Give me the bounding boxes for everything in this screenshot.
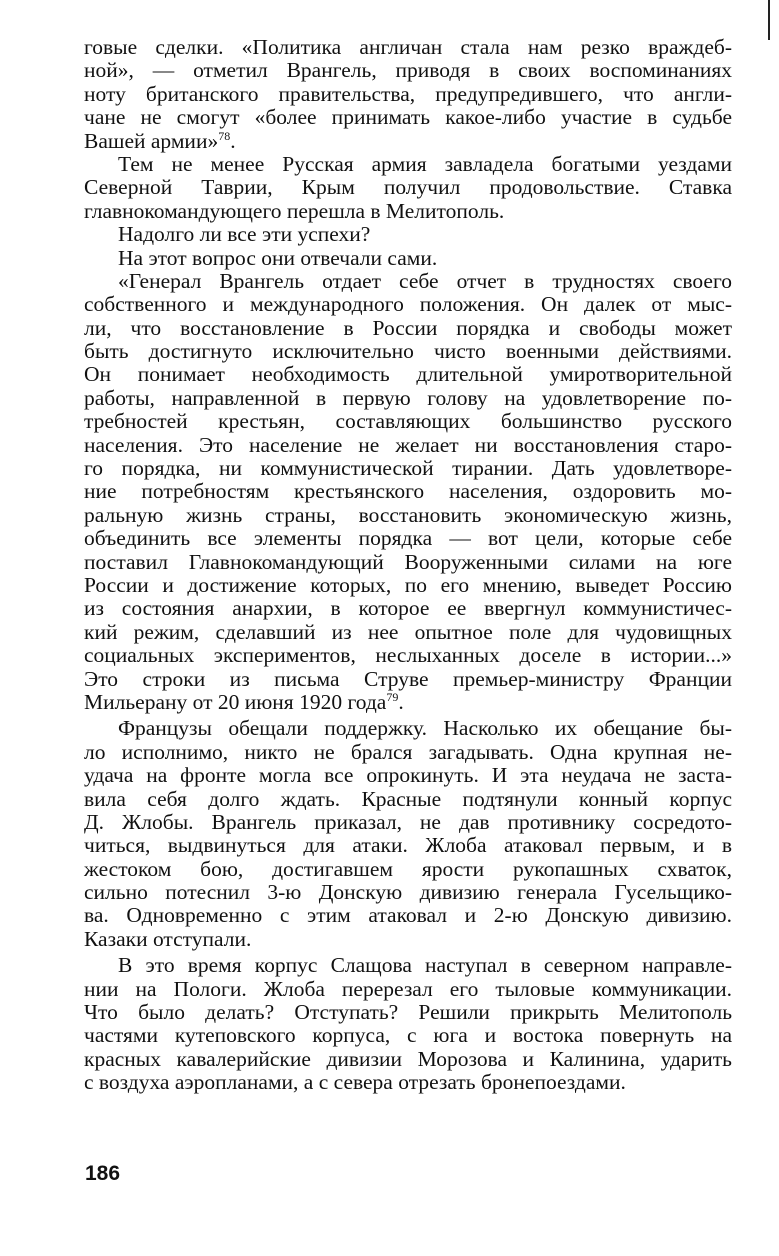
text-line: удача на фронте могла все опрокинуть. И эта неудача не заста- — [84, 763, 732, 788]
text-line: ли, что восстановление в России порядка и свободы может — [84, 315, 732, 340]
text-line: читься, выдвинуться для атаки. Жлоба атаковал первым, и в — [84, 833, 732, 858]
text-line: «Генерал Врангель отдает себе отчет в трудностях своего — [118, 268, 732, 293]
text-line: чане не смогут «более принимать какое-либо участие в судьбе — [84, 105, 732, 130]
text-line: работы, направленной в первую голову на удовлетворение по- — [84, 385, 732, 410]
text-line: из состояния анархии, в которое ее ввергнул коммунистичес- — [84, 596, 732, 621]
text-line: красных кавалерийские дивизии Морозова и Калинина, ударить — [84, 1046, 732, 1071]
text-line: главнокомандующего перешла в Мелитополь. — [84, 198, 505, 223]
text-line: ральную жизнь страны, восстановить экономическую жизнь, — [84, 502, 732, 527]
text-line: Что было делать? Отступать? Решили прикрыть Мелитополь — [84, 1000, 732, 1025]
text-line: ло исполнимо, никто не брался загадывать. Одна крупная не- — [84, 739, 732, 764]
text-line: Д. Жлобы. Врангель приказал, не дав противнику сосредото- — [84, 809, 732, 834]
text-line: ноту британского правительства, предупредившего, что англи- — [84, 81, 732, 106]
text-line: поставил Главнокомандующий Вооруженными силами на юге — [84, 549, 732, 574]
page-number: 186 — [85, 1162, 121, 1185]
paragraph-quote — [84, 270, 732, 714]
paragraph — [84, 36, 732, 153]
text-line: сильно потеснил 3-ю Донскую дивизию генерала Гусельщико- — [84, 880, 732, 905]
text-line: Это строки из письма Струве премьер-министру Франции — [84, 666, 732, 691]
paragraph — [84, 954, 732, 1094]
text-line: го порядка, ни коммунистической тирании. Дать удовлетворе- — [84, 456, 732, 481]
text-line: ной», — отметил Врангель, приводя в своих воспоминаниях — [84, 58, 732, 83]
text-line: объединить все элементы порядка — вот цели, которые себе — [84, 526, 732, 551]
page-body — [84, 36, 732, 1095]
text-line: частями кутеповского корпуса, с юга и востока повернуть на — [84, 1023, 732, 1048]
text-line: Вашей армии»$^{78}$. — [84, 128, 236, 153]
text-line: требностей крестьян, составляющих большинство русского — [84, 409, 732, 434]
footnote-ref: 78 — [218, 128, 231, 143]
text-line: В это время корпус Слащова наступал в северном направле- — [118, 953, 732, 978]
text-line: На этот вопрос они отвечали сами. — [118, 245, 438, 270]
text-line: ние потребностям крестьянского населения, оздоровить мо- — [84, 479, 732, 504]
footnote-ref: 79 — [386, 689, 399, 704]
text-line: Он понимает необходимость длительной умиротворительной — [84, 362, 732, 387]
text-line: социальных экспериментов, неслыханных доселе в истории...» — [84, 643, 732, 668]
text-line: ва. Одновременно с этим атаковал и 2-ю Донскую дивизию. — [84, 903, 732, 928]
text-line: с воздуха аэропланами, а с севера отрезать бронепоездами. — [84, 1070, 626, 1095]
paragraph — [84, 223, 732, 246]
text-line: нии на Пологи. Жлоба перерезал его тыловые коммуникации. — [84, 976, 732, 1001]
text-line: Казаки отступали. — [84, 926, 252, 951]
text-line: вила себя долго ждать. Красные подтянули конный корпус — [84, 786, 732, 811]
page-edge-line — [768, 0, 770, 40]
text-line: Надолго ли все эти успехи? — [118, 222, 371, 247]
text-line: Французы обещали поддержку. Насколько их обещание бы- — [118, 716, 732, 741]
text-line: населения. Это население не желает ни восстановления старо- — [84, 432, 732, 457]
text-line: быть достигнуто исключительно чисто военными действиями. — [84, 339, 732, 364]
text-line: Мильерану от 20 июня 1920 года$^{79}$. — [84, 689, 404, 714]
text-line: говые сделки. «Политика англичан стала нам резко враждеб- — [84, 35, 732, 59]
text-line-content: Мильерану от 20 июня 1920 года — [84, 689, 387, 714]
text-line: жестоком бою, достигавшем ярости рукопашных схваток, — [84, 856, 732, 881]
paragraph — [84, 247, 732, 270]
text-line: Северной Таврии, Крым получил продовольствие. Ставка — [84, 175, 732, 200]
text-line: собственного и международного положения. Он далек от мыс- — [84, 292, 732, 317]
text-line: России и достижение которых, по его мнению, выведет Россию — [84, 572, 732, 597]
text-line-content: Вашей армии» — [84, 128, 219, 153]
paragraph — [84, 153, 732, 223]
paragraph — [84, 717, 732, 951]
text-line: кий режим, сделавший из нее опытное поле для чудовищных — [84, 619, 732, 644]
text-line: Тем не менее Русская армия завладела богатыми уездами — [118, 151, 732, 176]
